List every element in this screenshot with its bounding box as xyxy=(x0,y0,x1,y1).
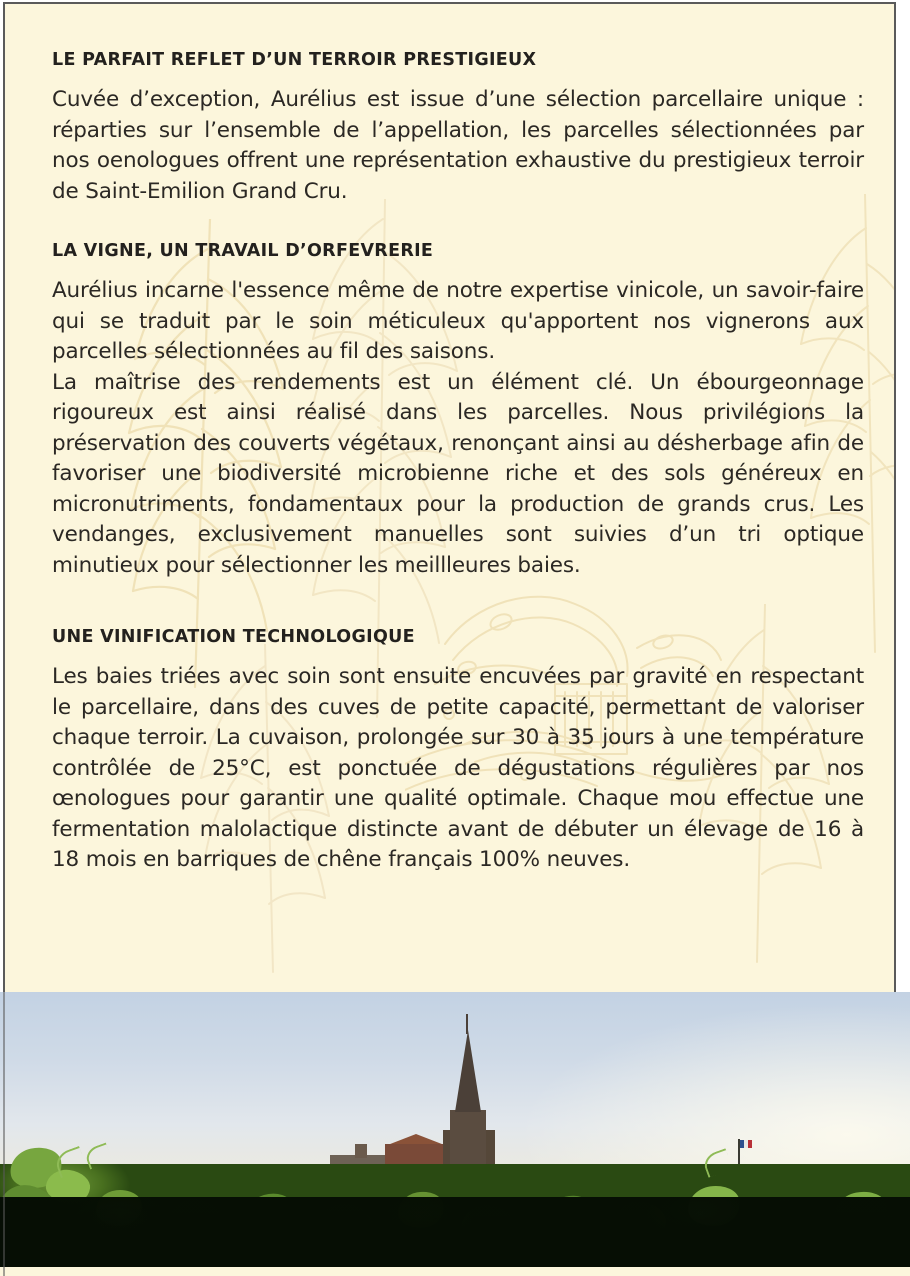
section-3-paragraph-1: Les baies triées avec soin sont ensuite encuvées par gravité en respectant le parcellaire, dans des cuves de petite capacité, permettant de valoriser chaque terroir. La cuvaison, prolongée sur 30 à 35 jours à une température contrôlée de 25°C, est ponctuée de dégustations régulières par nos œnologues pour garantir une qualité optimale. Chaque mou effectue une fermentation malolactique distincte avant de débuter un élevage de 16 à 18 mois en barriques de chêne français 100% neuves. xyxy=(52,664,864,872)
photo-vine-shadow xyxy=(0,1197,910,1267)
section-1-paragraph-1: Cuvée d’exception, Aurélius est issue d’une sélection parcellaire unique : réparties sur l’ensemble de l’appellation, les parcelles sélectionnées par nos oenologues offrent une représentation exhaustive du prestigieux terroir de Saint-Emilion Grand Cru. xyxy=(52,87,864,204)
section-2-paragraph-1: Aurélius incarne l'essence même de notre expertise vinicole, un savoir-faire qui se traduit par le soin méticuleux qu'apportent nos vignerons aux parcelles sélectionnées au fil des saisons. xyxy=(52,278,864,364)
section-3-heading: UNE VINIFICATION TECHNOLOGIQUE xyxy=(52,627,415,647)
section-3 xyxy=(52,627,864,876)
spacer-1 xyxy=(52,207,864,241)
spacer-2 xyxy=(52,581,864,627)
text-panel xyxy=(3,2,896,992)
document-content xyxy=(5,4,894,876)
section-2 xyxy=(52,241,864,581)
photo-spire-tip xyxy=(466,1014,468,1034)
section-1 xyxy=(52,50,864,207)
page-bottom-strip xyxy=(0,1267,910,1276)
page-left-border xyxy=(3,992,5,1276)
section-1-heading: LE PARFAIT REFLET D’UN TERROIR PRESTIGIEUX xyxy=(52,50,537,70)
section-2-paragraph-2: La maîtrise des rendements est un élément clé. Un ébourgeonnage rigoureux est ainsi réalisé dans les parcelles. Nous privilégions la préservation des couverts végétaux, renonçant ainsi au désherbage afin de favoriser une biodiversité microbienne riche et des sols généreux en micronutriments, fondamentaux pour la production de grands crus. Les vendanges, exclusivement manuelles sont suivies d’un tri optique minutieux pour sélectionner les meillleures baies. xyxy=(52,369,864,578)
photo-church-spire xyxy=(455,1030,481,1112)
section-2-heading: LA VIGNE, UN TRAVAIL D’ORFEVRERIE xyxy=(52,241,434,261)
vineyard-photo xyxy=(0,992,910,1267)
photo-vine-canopy xyxy=(0,1142,910,1267)
